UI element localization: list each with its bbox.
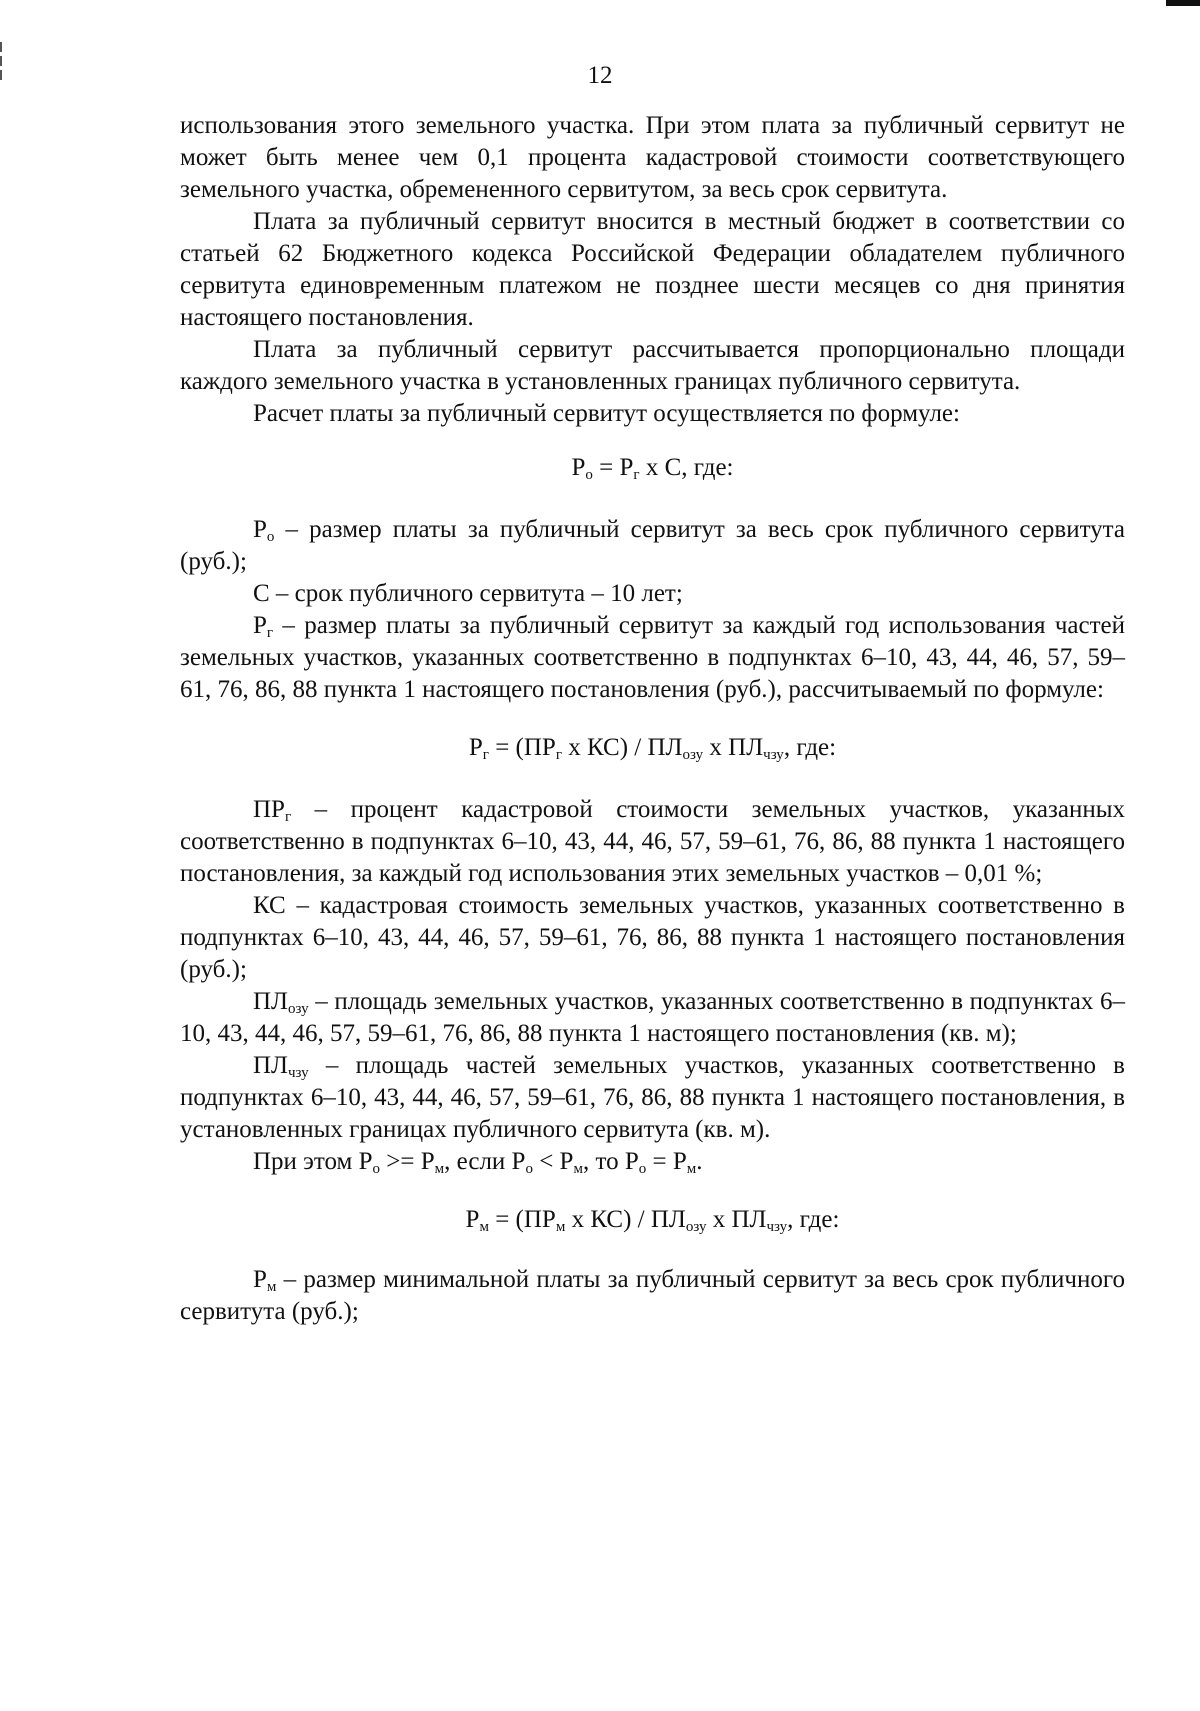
- definition-subscript: озу: [288, 1001, 309, 1017]
- definition-symbol: ПР: [253, 796, 285, 823]
- formula-subscript: чзу: [766, 1219, 788, 1235]
- condition-subscript: о: [372, 1161, 381, 1177]
- condition-subscript: м: [686, 1161, 697, 1177]
- formula-total-payment: [180, 452, 1125, 484]
- formula-text: х ПЛ: [703, 734, 764, 761]
- formula-symbol: Р: [571, 454, 586, 481]
- formula-subscript: г: [633, 467, 640, 483]
- condition-text: = Р: [646, 1148, 687, 1175]
- definition-symbol: Р: [253, 516, 267, 543]
- formula-subscript: о: [585, 467, 593, 483]
- condition-text: .: [696, 1148, 703, 1175]
- definition-prg: [180, 794, 1125, 890]
- condition-text: , то Р: [582, 1148, 639, 1175]
- definition-text: – размер минимальной платы за публичный сервитут за весь срок публичного сервитута (руб.);: [180, 1266, 1125, 1325]
- formula-subscript: озу: [685, 1219, 707, 1235]
- definition-subscript: г: [284, 809, 292, 825]
- definition-text: – процент кадастровой стоимости земельных участков, указанных соответственно в подпунктах 6–10, 43, 44, 46, 57, 59–61, 76, 86, 88 пункта 1 настоящего постановления, за каждый год использования этих земельных участков – 0,01 %;: [180, 796, 1125, 887]
- definition-text: – размер платы за публичный сервитут за каждый год использования частей земельных участков, указанных соответственно в подпунктах 6–10, 43, 44, 46, 57, 59–61, 76, 86, 88 пункта 1 настоящего постановления (руб.), рассчитываемый по формуле:: [180, 612, 1125, 703]
- formula-minimum-payment: [180, 1204, 1125, 1236]
- formula-text: = Р: [592, 454, 634, 481]
- paragraph-formula-intro: Расчет платы за публичный сервитут осуществляется по формуле:: [253, 400, 960, 427]
- condition-text: < Р: [532, 1148, 574, 1175]
- definition-c: С – срок публичного сервитута – 10 лет;: [253, 580, 683, 607]
- definition-subscript: м: [266, 1279, 277, 1295]
- scan-corner-mark: [1166, 0, 1200, 6]
- formula-text: х ПЛ: [706, 1206, 767, 1233]
- formula-subscript: г: [555, 747, 562, 763]
- definition-symbol: Р: [253, 1266, 267, 1293]
- definition-symbol: ПЛ: [253, 1052, 289, 1079]
- condition-text: При этом Р: [253, 1148, 373, 1175]
- formula-annual-payment: [180, 732, 1125, 764]
- definition-symbol: ПЛ: [253, 988, 289, 1015]
- definition-text: – размер платы за публичный сервитут за весь срок публичного сервитута (руб.);: [180, 516, 1125, 575]
- condition-text: , если Р: [444, 1148, 526, 1175]
- formula-text: , где:: [783, 734, 837, 761]
- definition-subscript: г: [266, 625, 274, 641]
- definition-pg: [180, 610, 1125, 706]
- formula-text: Р: [468, 734, 483, 761]
- definition-pm: [180, 1264, 1125, 1328]
- formula-text: = (ПР: [488, 734, 556, 761]
- scan-edge-mark: [0, 42, 2, 52]
- condition-subscript: м: [573, 1161, 583, 1177]
- page-number: 12: [587, 62, 613, 89]
- definition-po: [180, 514, 1125, 578]
- definition-subscript: о: [266, 529, 275, 545]
- condition-subscript: о: [638, 1161, 647, 1177]
- definition-plozu: [180, 986, 1125, 1050]
- condition-text: >= Р: [380, 1148, 435, 1175]
- definition-ks: КС – кадастровая стоимость земельных участков, указанных соответственно в подпунктах 6–10, 43, 44, 46, 57, 59–61, 76, 86, 88 пункта 1 настоящего постановления (руб.);: [180, 892, 1125, 983]
- definition-text: – площадь земельных участков, указанных соответственно в подпунктах 6–10, 43, 44, 46, 57, 59–61, 76, 86, 88 пункта 1 настоящего постановления (кв. м);: [180, 988, 1125, 1047]
- formula-subscript: г: [482, 747, 489, 763]
- paragraph-payment-budget: Плата за публичный сервитут вносится в местный бюджет в соответствии со статьей 62 Бюджетного кодекса Российской Федерации обладателем публичного сервитута единовременным платежом не позднее шести месяцев со дня принятия настоящего постановления.: [180, 208, 1125, 331]
- formula-subscript: чзу: [763, 747, 784, 763]
- paragraph-proportional-calc: Плата за публичный сервитут рассчитывается пропорционально площади каждого земельного участка в установленных границах публичного сервитута.: [180, 336, 1125, 395]
- formula-subscript: м: [555, 1219, 566, 1235]
- definition-text: – площадь частей земельных участков, указанных соответственно в подпунктах 6–10, 43, 44, 46, 57, 59–61, 76, 86, 88 пункта 1 настоящего постановления, в установленных границах публичного сервитута (кв. м).: [180, 1052, 1125, 1143]
- formula-text: , где:: [787, 1206, 840, 1233]
- condition-minimum: [180, 1146, 1125, 1178]
- definition-plchzu: [180, 1050, 1125, 1146]
- formula-text: Р: [465, 1206, 480, 1233]
- formula-text: х КС) / ПЛ: [562, 734, 683, 761]
- formula-subscript: озу: [682, 747, 704, 763]
- definition-subscript: чзу: [288, 1065, 309, 1081]
- document-body: [180, 110, 1125, 1328]
- condition-subscript: м: [434, 1161, 445, 1177]
- formula-text: х С, где:: [639, 454, 734, 481]
- paragraph-continuation: использования этого земельного участка. При этом плата за публичный сервитут не может быть менее чем 0,1 процента кадастровой стоимости соответствующего земельного участка, обремененного сервитутом, за весь срок сервитута.: [180, 112, 1125, 203]
- formula-subscript: м: [479, 1219, 489, 1235]
- condition-subscript: о: [525, 1161, 533, 1177]
- formula-text: = (ПР: [488, 1206, 556, 1233]
- definition-symbol: Р: [253, 612, 267, 639]
- formula-text: х КС) / ПЛ: [565, 1206, 686, 1233]
